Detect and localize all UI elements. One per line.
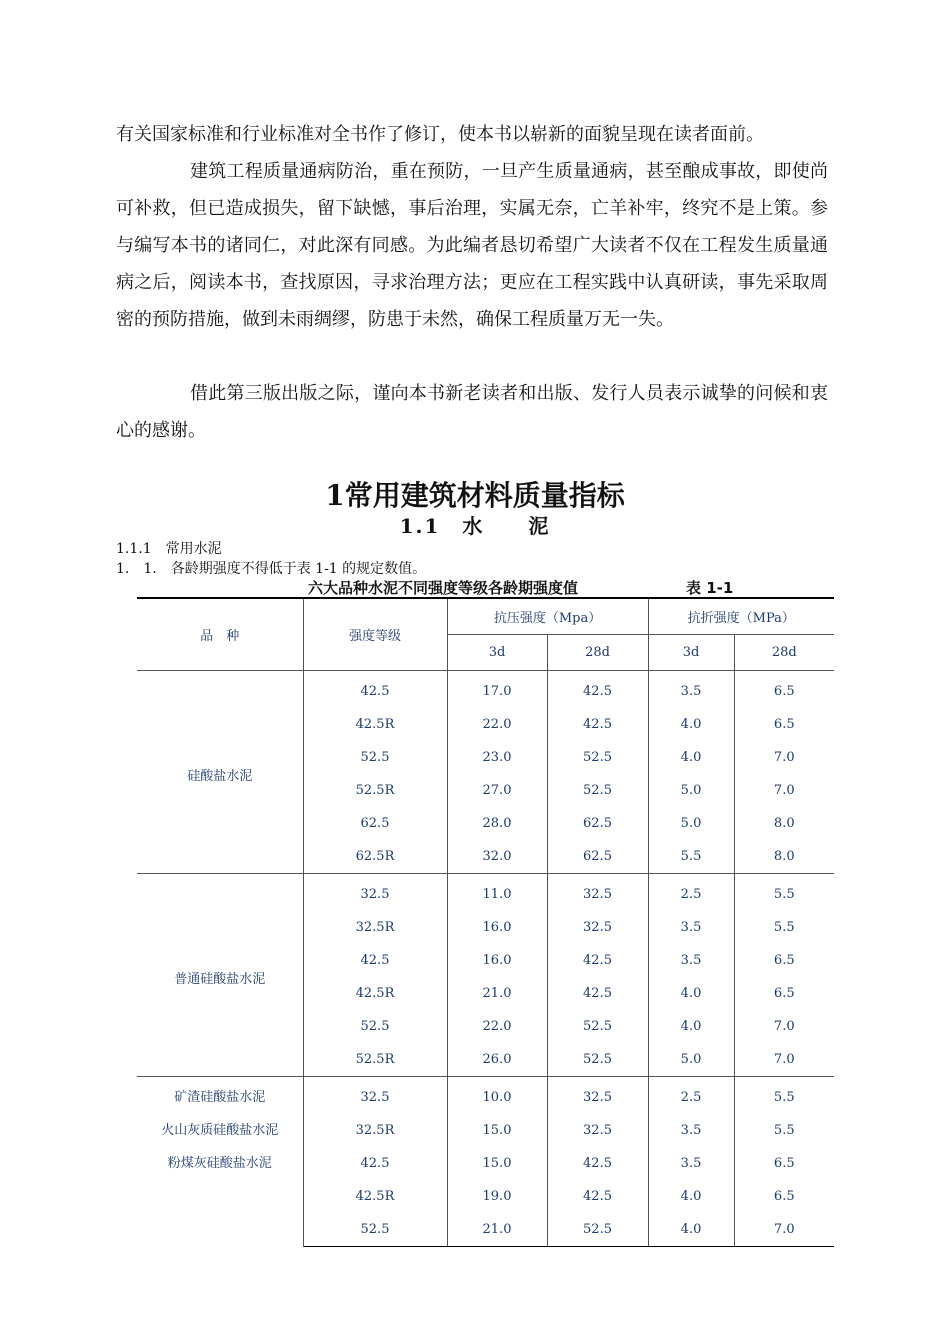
grade-cell: 42.5	[303, 944, 447, 977]
flexural-28d-cell: 5.5	[734, 911, 834, 944]
grade-cell: 32.5R	[303, 911, 447, 944]
flexural-28d-cell: 6.5	[734, 977, 834, 1010]
compressive-28d-cell: 52.5	[547, 1010, 648, 1043]
flexural-28d-cell: 6.5	[734, 944, 834, 977]
flexural-3d-cell: 4.0	[648, 1180, 734, 1213]
section-title: 1.1 水 泥	[399, 514, 551, 538]
compressive-28d-cell: 32.5	[547, 1077, 648, 1115]
header-variety: 品 种	[137, 598, 303, 671]
header-compressive-28d: 28d	[547, 635, 648, 671]
grade-cell: 42.5R	[303, 1180, 447, 1213]
flexural-28d-cell: 5.5	[734, 1114, 834, 1147]
header-grade: 强度等级	[303, 598, 447, 671]
compressive-3d-cell: 15.0	[447, 1114, 547, 1147]
flexural-3d-cell: 3.5	[648, 671, 734, 709]
flexural-3d-cell: 4.0	[648, 1213, 734, 1247]
flexural-3d-cell: 4.0	[648, 741, 734, 774]
variety-name: 矿渣硅酸盐水泥	[174, 1090, 266, 1105]
grade-cell: 32.5R	[303, 1114, 447, 1147]
flexural-3d-cell: 4.0	[648, 708, 734, 741]
header-compressive: 抗压强度（Mpa）	[447, 598, 648, 635]
compressive-3d-cell: 16.0	[447, 944, 547, 977]
compressive-28d-cell: 42.5	[547, 1147, 648, 1180]
flexural-3d-cell: 4.0	[648, 977, 734, 1010]
flexural-28d-cell: 8.0	[734, 840, 834, 874]
compressive-3d-cell: 19.0	[447, 1180, 547, 1213]
compressive-3d-cell: 21.0	[447, 977, 547, 1010]
flexural-3d-cell: 2.5	[648, 874, 734, 912]
flexural-28d-cell: 8.0	[734, 807, 834, 840]
grade-cell: 42.5R	[303, 977, 447, 1010]
flexural-3d-cell: 3.5	[648, 944, 734, 977]
table-row	[137, 874, 834, 912]
subsection-heading: 1.1.1 常用水泥	[116, 541, 222, 557]
header-flexural-28d: 28d	[734, 635, 834, 671]
compressive-28d-cell: 52.5	[547, 741, 648, 774]
table-body	[137, 671, 834, 1247]
grade-cell: 32.5	[303, 1077, 447, 1115]
compressive-28d-cell: 42.5	[547, 708, 648, 741]
compressive-28d-cell: 42.5	[547, 977, 648, 1010]
grade-cell: 52.5R	[303, 1043, 447, 1077]
paragraph-1: 有关国家标准和行业标准对全书作了修订，使本书以崭新的面貌呈现在读者面前。	[116, 124, 764, 145]
grade-cell: 52.5	[303, 1010, 447, 1043]
flexural-28d-cell: 7.0	[734, 1043, 834, 1077]
flexural-3d-cell: 2.5	[648, 1077, 734, 1115]
flexural-28d-cell: 7.0	[734, 1010, 834, 1043]
flexural-3d-cell: 3.5	[648, 911, 734, 944]
flexural-3d-cell: 4.0	[648, 1010, 734, 1043]
paragraph-2: 建筑工程质量通病防治，重在预防，一旦产生质量通病，甚至酿成事故，即使尚可补救，但已造成损失，留下缺憾，事后治理，实属无奈，亡羊补牢，终究不是上策。参与编写本书的诸同仁，对此深有同感。为此编者恳切希望广大读者不仅在工程发生质量通病之后，阅读本书，查找原因，寻求治理方法；更应在工程实践中认真研读，事先采取周密的预防措施，做到未雨绸缪，防患于未然，确保工程质量万无一失。	[116, 161, 828, 330]
table-row	[137, 1077, 834, 1115]
compressive-28d-cell: 32.5	[547, 911, 648, 944]
compressive-28d-cell: 52.5	[547, 1213, 648, 1247]
flexural-3d-cell: 5.0	[648, 774, 734, 807]
flexural-3d-cell: 5.0	[648, 807, 734, 840]
flexural-3d-cell: 3.5	[648, 1114, 734, 1147]
compressive-3d-cell: 11.0	[447, 874, 547, 912]
grade-cell: 32.5	[303, 874, 447, 912]
flexural-28d-cell: 7.0	[734, 1213, 834, 1247]
variety-name: 火山灰质硅酸盐水泥	[161, 1123, 279, 1138]
compressive-28d-cell: 42.5	[547, 671, 648, 709]
compressive-3d-cell: 22.0	[447, 1010, 547, 1043]
grade-cell: 42.5R	[303, 708, 447, 741]
table-row	[137, 671, 834, 709]
flexural-28d-cell: 6.5	[734, 1180, 834, 1213]
variety-cell	[137, 1077, 303, 1247]
grade-cell: 62.5R	[303, 840, 447, 874]
compressive-28d-cell: 62.5	[547, 840, 648, 874]
compressive-3d-cell: 10.0	[447, 1077, 547, 1115]
compressive-3d-cell: 27.0	[447, 774, 547, 807]
flexural-3d-cell: 5.0	[648, 1043, 734, 1077]
variety-cell: 硅酸盐水泥	[137, 671, 303, 874]
cement-strength-table	[137, 597, 834, 1247]
grade-cell: 52.5	[303, 741, 447, 774]
flexural-28d-cell: 6.5	[734, 1147, 834, 1180]
paragraph-3: 借此第三版出版之际，谨向本书新老读者和出版、发行人员表示诚挚的问候和衷心的感谢。	[116, 383, 828, 441]
compressive-28d-cell: 42.5	[547, 1180, 648, 1213]
compressive-28d-cell: 32.5	[547, 1114, 648, 1147]
item-line: 1. 1. 各龄期强度不得低于表 1-1 的规定数值。	[116, 561, 427, 577]
compressive-28d-cell: 62.5	[547, 807, 648, 840]
chapter-title: 1常用建筑材料质量指标	[325, 479, 625, 512]
compressive-3d-cell: 26.0	[447, 1043, 547, 1077]
compressive-3d-cell: 17.0	[447, 671, 547, 709]
compressive-3d-cell: 28.0	[447, 807, 547, 840]
compressive-28d-cell: 52.5	[547, 1043, 648, 1077]
header-flexural: 抗折强度（MPa）	[648, 598, 834, 635]
flexural-28d-cell: 6.5	[734, 708, 834, 741]
compressive-3d-cell: 32.0	[447, 840, 547, 874]
compressive-3d-cell: 15.0	[447, 1147, 547, 1180]
compressive-3d-cell: 16.0	[447, 911, 547, 944]
compressive-3d-cell: 21.0	[447, 1213, 547, 1247]
grade-cell: 62.5	[303, 807, 447, 840]
compressive-28d-cell: 42.5	[547, 944, 648, 977]
header-compressive-3d: 3d	[447, 635, 547, 671]
grade-cell: 52.5R	[303, 774, 447, 807]
compressive-28d-cell: 32.5	[547, 874, 648, 912]
compressive-3d-cell: 23.0	[447, 741, 547, 774]
grade-cell: 52.5	[303, 1213, 447, 1247]
grade-cell: 42.5	[303, 671, 447, 709]
variety-name: 粉煤灰硅酸盐水泥	[167, 1156, 272, 1171]
flexural-28d-cell: 7.0	[734, 774, 834, 807]
flexural-3d-cell: 5.5	[648, 840, 734, 874]
flexural-28d-cell: 7.0	[734, 741, 834, 774]
compressive-28d-cell: 52.5	[547, 774, 648, 807]
compressive-3d-cell: 22.0	[447, 708, 547, 741]
flexural-28d-cell: 5.5	[734, 1077, 834, 1115]
flexural-28d-cell: 6.5	[734, 671, 834, 709]
table-caption-title: 六大品种水泥不同强度等级各龄期强度值	[308, 579, 579, 597]
header-flexural-3d: 3d	[648, 635, 734, 671]
flexural-3d-cell: 3.5	[648, 1147, 734, 1180]
flexural-28d-cell: 5.5	[734, 874, 834, 912]
grade-cell: 42.5	[303, 1147, 447, 1180]
variety-cell: 普通硅酸盐水泥	[137, 874, 303, 1077]
table-number: 表 1-1	[686, 579, 734, 597]
